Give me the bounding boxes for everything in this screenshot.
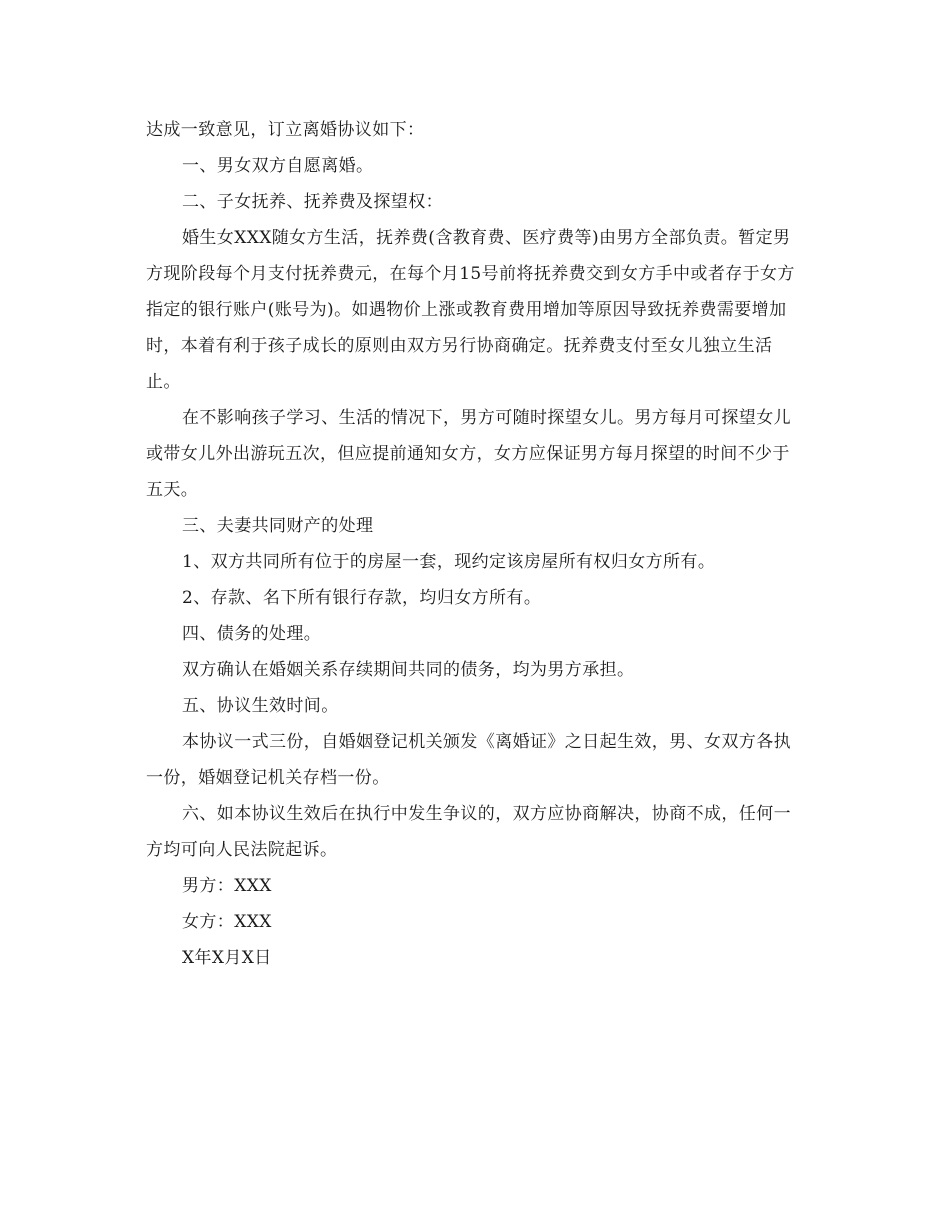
clause-3-heading: 三、夫妻共同财产的处理 [182,516,374,536]
document-body [146,112,806,976]
paragraph-intro: 达成一致意见，订立离婚协议如下： [146,120,425,140]
property-item-house: 1、双方共同所有位于的房屋一套，现约定该房屋所有权归女方所有。 [182,552,716,572]
property-item-savings: 2、存款、名下所有银行存款，均归女方所有。 [182,588,542,608]
signature-female: 女方：XXX [182,912,272,932]
clause-4-heading: 四、债务的处理。 [182,624,322,644]
signature-male: 男方：XXX [182,876,272,896]
child-support-paragraph: 婚生女XXX随女方生活，抚养费(含教育费、医疗费等)由男方全部负责。暂定男方现阶段每个月支付抚养费元，在每个月15号前将抚养费交到女方手中或者存于女方指定的银行账户(账号为)。如遇物价上涨或教育费用增加等原因导致抚养费需要增加时，本着有利于孩子成长的原则由双方另行协商确定。抚养费支付至女儿独立生活止。 [146,228,795,392]
visitation-paragraph: 在不影响孩子学习、生活的情况下，男方可随时探望女儿。男方每月可探望女儿或带女儿外出游玩五次，但应提前通知女方，女方应保证男方每月探望的时间不少于五天。 [146,408,791,500]
signature-date: X年X月X日 [182,948,272,968]
clause-1-voluntary-divorce: 一、男女双方自愿离婚。 [182,156,374,176]
debt-paragraph: 双方确认在婚姻关系存续期间共同的债务，均为男方承担。 [182,660,635,680]
effective-paragraph: 本协议一式三份，自婚姻登记机关颁发《离婚证》之日起生效，男、女双方各执一份，婚姻登记机关存档一份。 [146,732,791,788]
clause-6-dispute: 六、如本协议生效后在执行中发生争议的，双方应协商解决，协商不成，任何一方均可向人民法院起诉。 [146,804,791,860]
clause-2-heading: 二、子女抚养、抚养费及探望权： [182,192,443,212]
clause-5-heading: 五、协议生效时间。 [182,696,339,716]
